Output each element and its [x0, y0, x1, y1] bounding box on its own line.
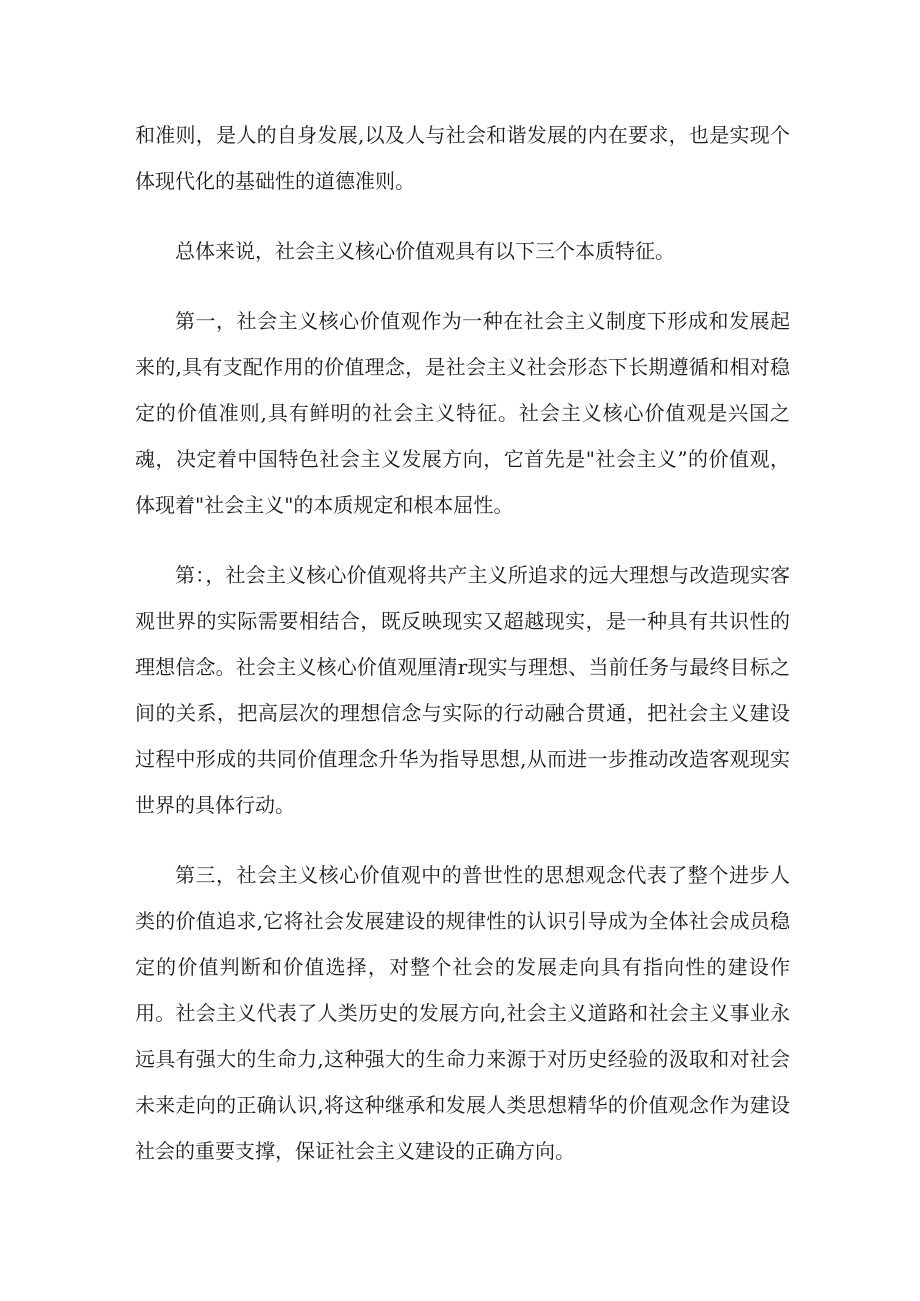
paragraph-feature-three: 第三，社会主义核心价值观中的普世性的思想观念代表了整个进步人类的价值追求,它将社会发展建设的规律性的认识引导成为全体社会成员稳定的价值判断和价值选择，对整个社会的发展走向具有指向性的建设作用。社会主义代表了人类历史的发展方向,社会主义道路和社会主义事业永远具有强大的生命力,这种强大的生命力来源于对历史经验的汲取和对社会未来走向的正确认识,将这种继承和发展人类思想精华的价值观念作为建设社会的重要支撑，保证社会主义建设的正确方向。 — [135, 863, 790, 1163]
paragraph-feature-one: 第一，社会主义核心价值观作为一种在社会主义制度下形成和发展起来的,具有支配作用的价值理念，是社会主义社会形态下长期遵循和相对稳定的价值准则,具有鲜明的社会主义特征。社会主义核心价值观是兴国之魂，决定着中国特色社会主义发展方向，它首先是"社会主义”的价值观，体现着"社会主义"的本质规定和根本屈性。 — [135, 309, 790, 517]
document-body — [135, 112, 790, 1198]
paragraph-continuation: 和准则，是人的自身发展,以及人与社会和谐发展的内在要求，也是实现个体现代化的基础性的道德准则。 — [135, 123, 790, 193]
paragraph-summary: 总体来说，社会主义核心价值观具有以下三个本质特征。 — [175, 239, 675, 263]
paragraph-feature-two: 第：，社会主义核心价值观将共产主义所追求的远大理想与改造现实客观世界的实际需要相结合，既反映现实又超越现实，是一种具有共识性的理想信念。社会主义核心价值观厘清r现实与理想、当前任务与最终目标之间的关系，把高层次的理想信念与实际的行动融合贯通，把社会主义建设过程中形成的共同价值理念升华为指导思想,从而进一步推动改造客观现实世界的具体行动。 — [135, 563, 790, 817]
